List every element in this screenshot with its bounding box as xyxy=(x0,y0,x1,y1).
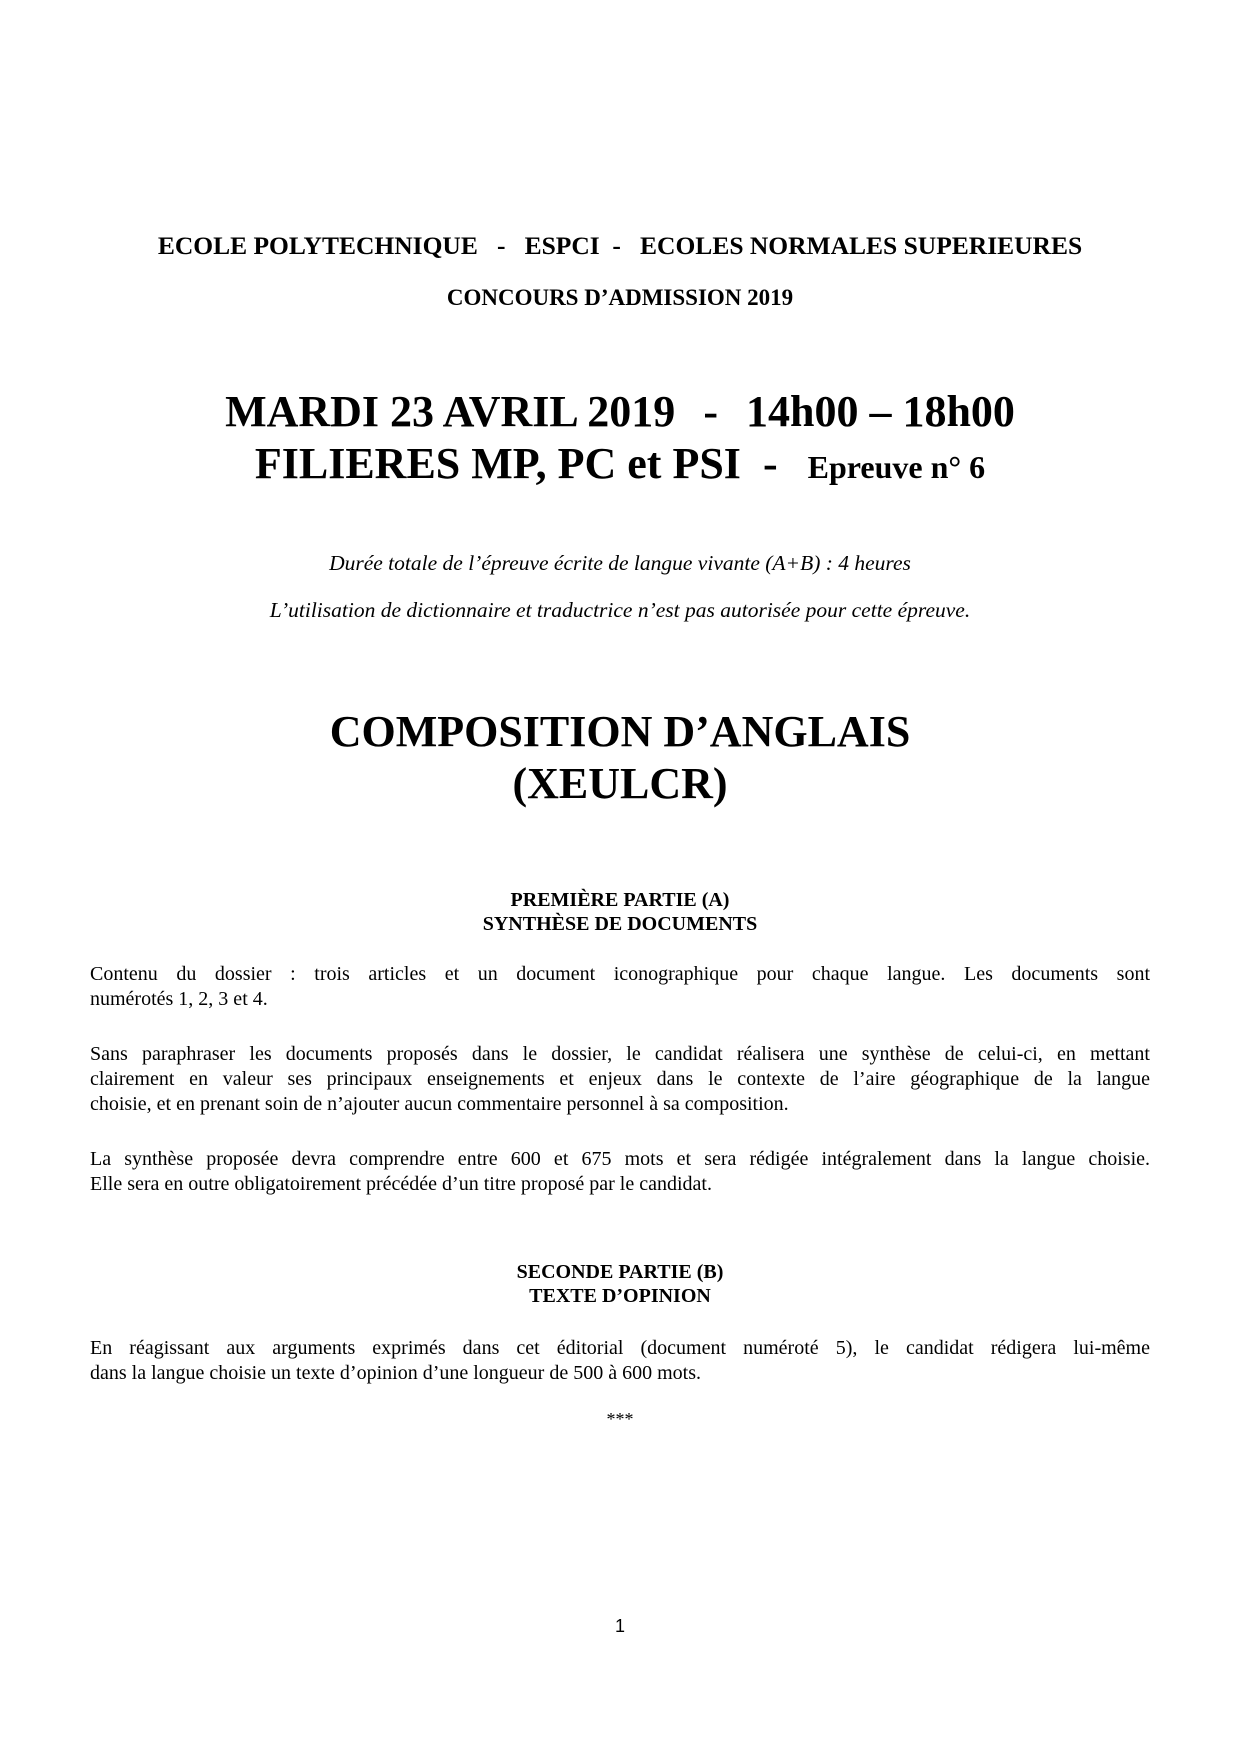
duration-note: Durée totale de l’épreuve écrite de langue vivante (A+B) : 4 heures xyxy=(329,551,911,575)
text-line: Elle sera en outre obligatoirement précédée d’un titre proposé par le candidat. xyxy=(90,1173,712,1195)
text-line: Contenu du dossier : trois articles et un document iconographique pour chaque langue. Les documents sont xyxy=(90,963,1150,985)
exam-time: 14h00 – 18h00 xyxy=(745,387,1015,436)
part-a-paragraph-1 xyxy=(90,962,1150,1012)
subject-title: COMPOSITION D’ANGLAIS xyxy=(329,707,911,756)
part-a-heading: PREMIÈRE PARTIE (A) xyxy=(510,889,730,911)
text-line: numérotés 1, 2, 3 et 4. xyxy=(90,988,268,1010)
dictionary-note: L’utilisation de dictionnaire et traductrice n’est pas autorisée pour cette épreuve. xyxy=(269,598,971,622)
part-b-heading: SECONDE PARTIE (B) xyxy=(516,1261,724,1283)
text-line: Sans paraphraser les documents proposés dans le dossier, le candidat réalisera une synthèse de celui-ci, en mettant xyxy=(90,1043,1150,1065)
text-line: dans la langue choisie un texte d’opinion d’une longueur de 500 à 600 mots. xyxy=(90,1362,701,1384)
separator: - xyxy=(762,439,778,488)
epreuve-number: Epreuve n° 6 xyxy=(807,449,986,485)
subject-code: (XEULCR) xyxy=(512,759,728,808)
part-b-subheading: TEXTE D’OPINION xyxy=(529,1285,711,1307)
exam-date: MARDI 23 AVRIL 2019 xyxy=(225,387,676,436)
filieres-line xyxy=(0,438,1240,493)
text-line: En réagissant aux arguments exprimés dans cet éditorial (document numéroté 5), le candidat rédigera lui-même xyxy=(90,1337,1150,1359)
filieres: FILIERES MP, PC et PSI xyxy=(254,439,741,488)
text-line: La synthèse proposée devra comprendre entre 600 et 675 mots et sera rédigée intégralement dans la langue choisie. xyxy=(90,1148,1150,1170)
part-a-subheading: SYNTHÈSE DE DOCUMENTS xyxy=(482,913,758,935)
part-a-paragraph-2 xyxy=(90,1042,1150,1117)
exam-date-line xyxy=(0,386,1240,438)
institutions-header: ECOLE POLYTECHNIQUE - ESPCI - ECOLES NORMALES SUPERIEURES xyxy=(157,231,1083,260)
end-marker: *** xyxy=(606,1409,634,1429)
part-b-paragraph-1 xyxy=(90,1336,1150,1386)
text-line: clairement en valeur ses principaux enseignements et enjeux dans le contexte de l’aire géographique de la langue xyxy=(90,1068,1150,1090)
page-number: 1 xyxy=(614,1616,625,1636)
separator: - xyxy=(703,387,718,436)
text-line: choisie, et en prenant soin de n’ajouter aucun commentaire personnel à sa composition. xyxy=(90,1093,789,1115)
part-a-paragraph-3 xyxy=(90,1147,1150,1197)
concours-header: CONCOURS D’ADMISSION 2019 xyxy=(446,285,794,310)
